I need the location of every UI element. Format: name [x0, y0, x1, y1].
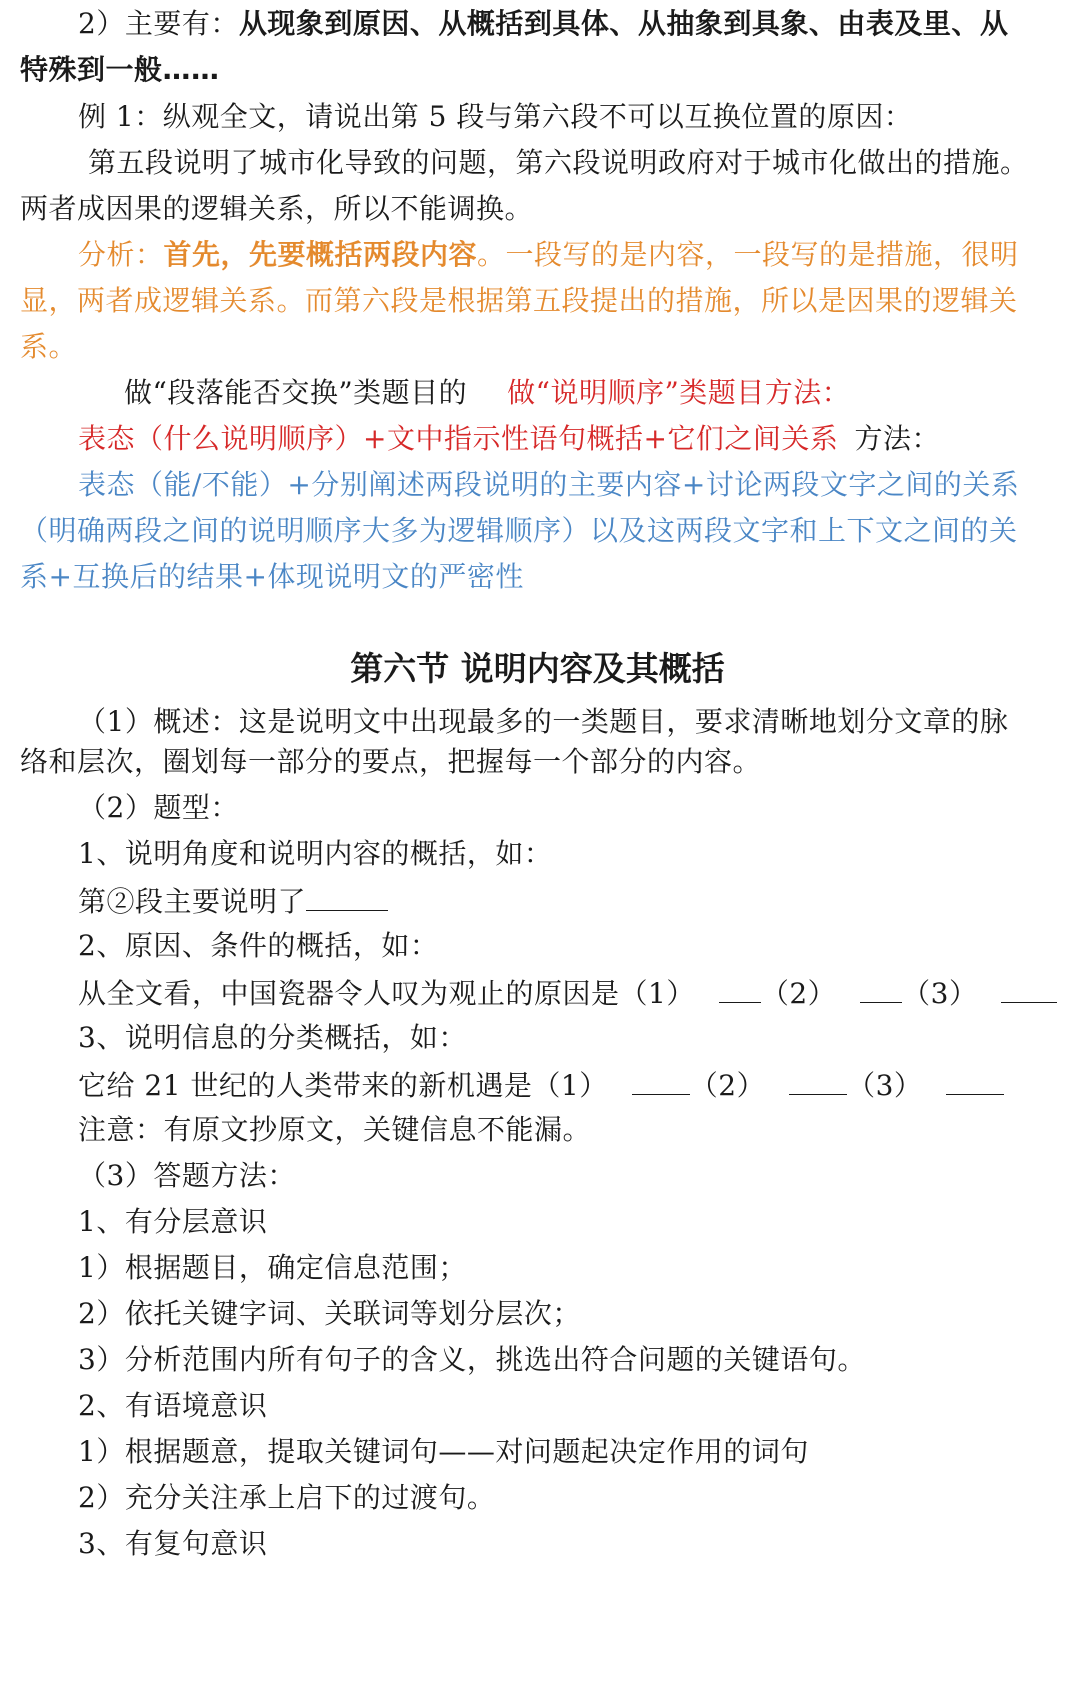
blank-field[interactable]	[306, 880, 388, 911]
order-types-list: 从现象到原因、从概括到具体、从抽象到具象、由表及里、从	[238, 7, 1009, 40]
method-2b: 2）充分关注承上启下的过渡句。	[78, 1481, 496, 1514]
analysis-line-3: 系。	[20, 330, 78, 363]
analysis-label: 分析：	[78, 238, 164, 271]
line-order-types-cont: 特殊到一般……	[20, 53, 220, 86]
blank-label-2: （2）	[689, 1069, 766, 1102]
overview-line-2: 络和层次，圈划每一部分的要点，把握每一个部分的内容。	[20, 745, 762, 778]
method-1a: 1）根据题目，确定信息范围；	[78, 1251, 467, 1284]
blank-field[interactable]	[719, 972, 761, 1003]
blank-label-2: （2）	[760, 977, 837, 1010]
type-1-example	[20, 880, 388, 924]
type-1-example-text: 第②段主要说明了	[78, 885, 307, 918]
method-left-tail: 方法：	[854, 422, 940, 455]
method-right-title: 做“说明顺序”类题目方法：	[507, 376, 851, 409]
method-left-title: 做“段落能否交换”类题目的	[124, 376, 468, 409]
methods-titles	[20, 373, 850, 417]
order-formula: 表态（什么说明顺序）+文中指示性语句概括+它们之间关系	[78, 422, 839, 455]
question-types-label: （2）题型：	[78, 791, 239, 824]
methods-formula-line	[20, 419, 940, 463]
method-1: 1、有分层意识	[78, 1205, 268, 1238]
type-2-example	[20, 972, 1057, 1016]
method-3: 3、有复句意识	[78, 1527, 268, 1560]
swap-method-line-2: （明确两段之间的说明顺序大多为逻辑顺序）以及这两段文字和上下文之间的关	[20, 514, 1018, 547]
type-3-example	[20, 1064, 1004, 1108]
blank-field[interactable]	[860, 972, 902, 1003]
blank-label-3: （3）	[902, 977, 978, 1010]
swap-method-line-3: 系+互换后的结果+体现说明文的严密性	[20, 560, 524, 593]
answer-line-1: 第五段说明了城市化导致的问题，第六段说明政府对于城市化做出的措施。	[88, 146, 1029, 179]
analysis-line-1	[20, 235, 1019, 279]
method-2: 2、有语境意识	[78, 1389, 268, 1422]
method-2a: 1）根据题意，提取关键词句——对问题起决定作用的词句	[78, 1435, 809, 1468]
analysis-bold: 首先，先要概括两段内容	[163, 238, 478, 271]
type-2-example-text: 从全文看，中国瓷器令人叹为观止的原因是（1）	[78, 977, 695, 1010]
analysis-rest: 。一段写的是内容，一段写的是措施，很明	[477, 238, 1019, 271]
swap-method-line-1: 表态（能/不能）+分别阐述两段说明的主要内容+讨论两段文字之间的关系	[78, 468, 1020, 501]
method-1c: 3）分析范围内所有句子的含义，挑选出符合问题的关键语句。	[78, 1343, 866, 1376]
note-line: 注意：有原文抄原文，关键信息不能漏。	[78, 1113, 592, 1146]
blank-field[interactable]	[946, 1064, 1004, 1095]
analysis-line-2: 显，两者成逻辑关系。而第六段是根据第五段提出的措施，所以是因果的逻辑关	[20, 284, 1018, 317]
answer-line-2: 两者成因果的逻辑关系，所以不能调换。	[20, 192, 534, 225]
type-2: 2、原因、条件的概括，如：	[78, 929, 439, 962]
blank-field[interactable]	[632, 1064, 690, 1095]
blank-field[interactable]	[789, 1064, 847, 1095]
section-title: 第六节 说明内容及其概括	[350, 649, 725, 688]
blank-field[interactable]	[1001, 972, 1057, 1003]
order-types-prefix: 2）主要有：	[78, 7, 239, 40]
method-1b: 2）依托关键字词、关联词等划分层次；	[78, 1297, 581, 1330]
overview-line-1: （1）概述：这是说明文中出现最多的一类题目，要求清晰地划分文章的脉	[78, 705, 1009, 738]
answer-method-label: （3）答题方法：	[78, 1159, 296, 1192]
blank-label-3: （3）	[847, 1069, 923, 1102]
example-1: 例 1：纵观全文，请说出第 5 段与第六段不可以互换位置的原因：	[78, 100, 913, 133]
type-3-example-text: 它给 21 世纪的人类带来的新机遇是（1）	[78, 1069, 608, 1102]
type-1: 1、说明角度和说明内容的概括，如：	[78, 837, 553, 870]
type-3: 3、说明信息的分类概括，如：	[78, 1021, 467, 1054]
line-order-types	[20, 4, 1008, 48]
